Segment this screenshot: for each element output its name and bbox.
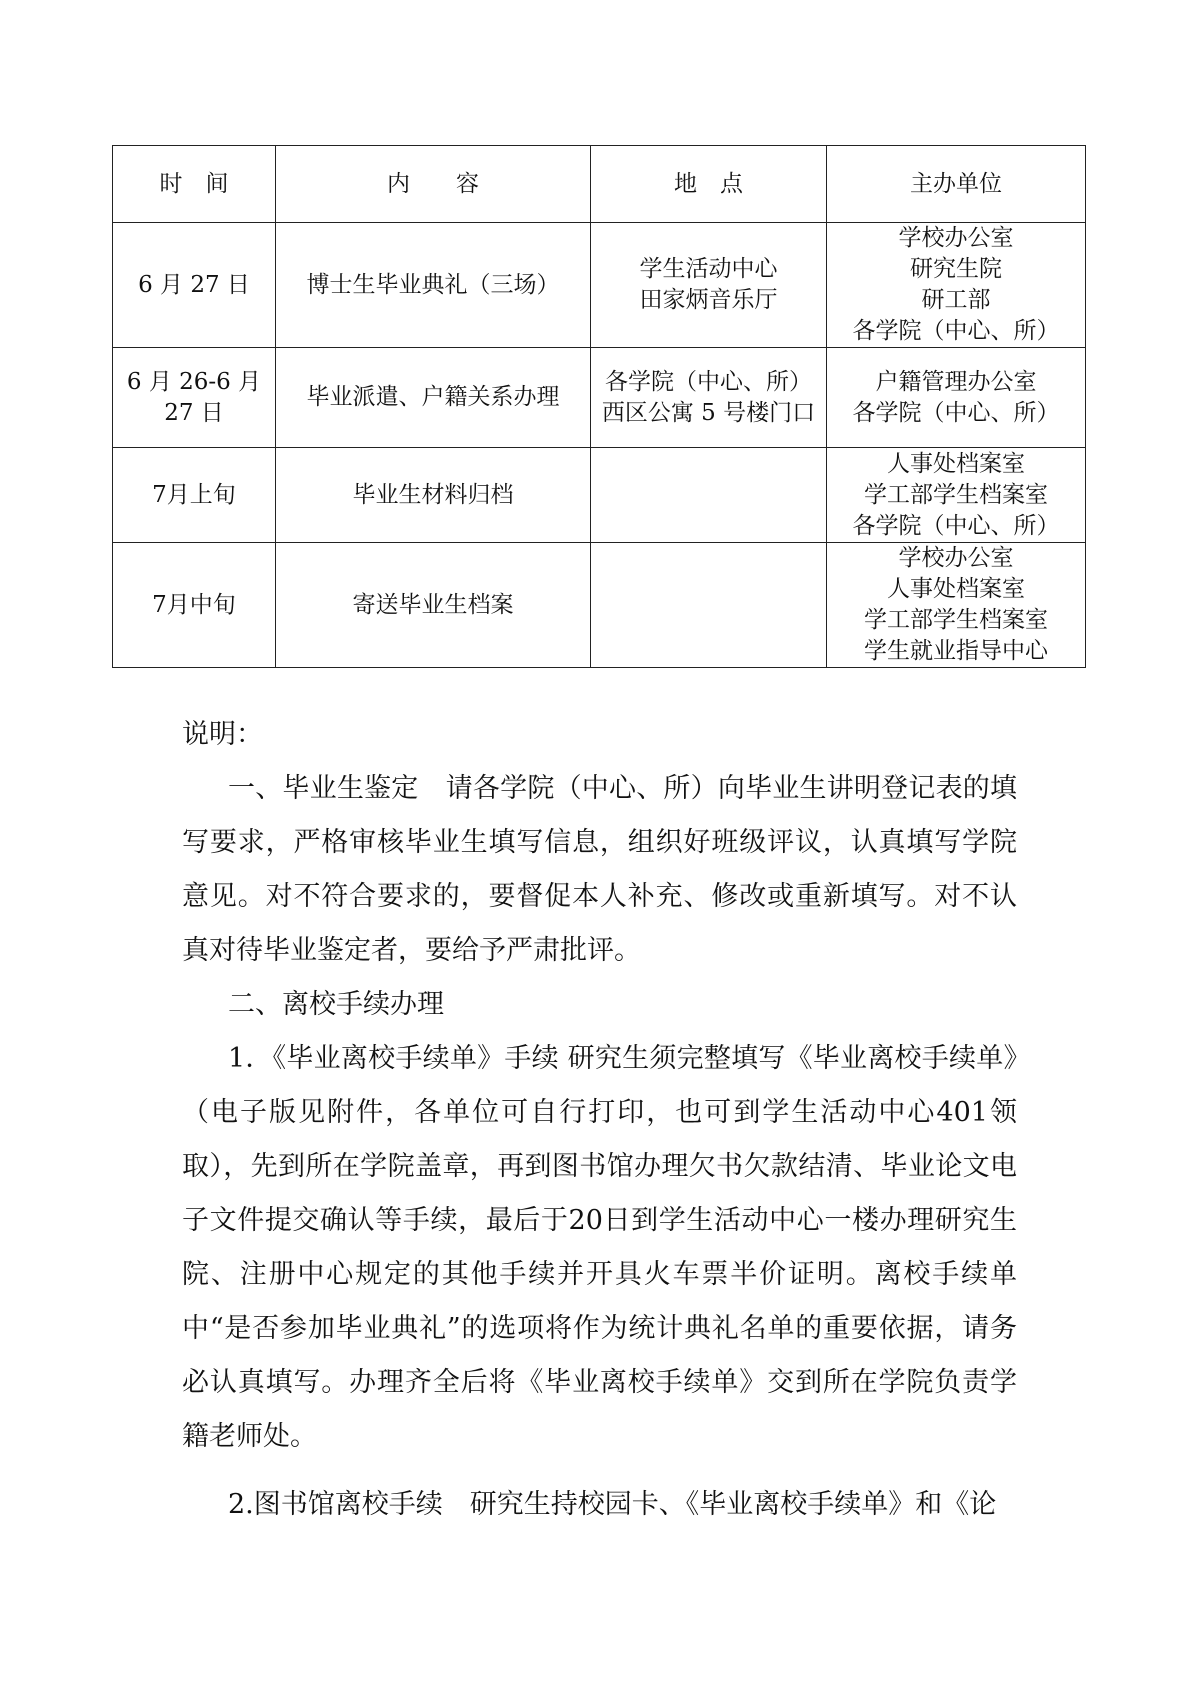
note-leaving-procedures-heading: 二、离校手续办理 xyxy=(228,989,444,1020)
cell-line: 各学院（中心、所） xyxy=(852,512,1060,539)
cell-organizer xyxy=(827,543,1086,668)
note-leaving-form: 1．《毕业离校手续单》手续 研究生须完整填写《毕业离校手续单》（电子版见附件，各单位可自行打印，也可到学生活动中心401领取），先到所在学院盖章，再到图书馆办理欠书欠款结清、毕业论文电子文件提交确认等手续，最后于20日到学生活动中心一楼办理研究生院、注册中心规定的其他手续并开具火车票半价证明。离校手续单中“是否参加毕业典礼”的选项将作为统计典礼名单的重要依据，请务必认真填写。办理齐全后将《毕业离校手续单》交到所在学院负责学籍老师处。 xyxy=(182,1043,1017,1452)
table-row xyxy=(113,543,1086,668)
table-row xyxy=(113,448,1086,543)
cell-line: 各学院（中心、所） xyxy=(852,399,1060,426)
cell-line: 研究生院 xyxy=(910,256,1002,282)
cell-line: 西区公寓 5 号楼门口 xyxy=(601,399,816,426)
cell-content: 寄送毕业生档案 xyxy=(276,543,591,668)
cell-organizer xyxy=(827,348,1086,448)
cell-line: 7月中旬 xyxy=(152,591,236,618)
cell-line: 各学院（中心、所） xyxy=(605,368,812,395)
cell-line: 6 月 27 日 xyxy=(138,271,250,298)
cell-line: 学校办公室 xyxy=(898,545,1014,571)
cell-line: 学校办公室 xyxy=(898,225,1014,251)
cell-time xyxy=(113,448,276,543)
table-header-row xyxy=(113,146,1086,223)
cell-line: 人事处档案室 xyxy=(887,450,1025,477)
schedule-table xyxy=(112,145,1086,668)
cell-line: 研工部 xyxy=(921,287,991,313)
header-organizer: 主办单位 xyxy=(827,146,1086,223)
table-row xyxy=(113,223,1086,348)
cell-line: 学生就业指导中心 xyxy=(864,638,1048,664)
table-row xyxy=(113,348,1086,448)
cell-line: 各学院（中心、所） xyxy=(852,318,1060,344)
cell-line: 学生活动中心 xyxy=(639,256,778,282)
cell-line: 学工部学生档案室 xyxy=(864,607,1048,633)
cell-content: 毕业派遣、户籍关系办理 xyxy=(276,348,591,448)
header-content: 内 容 xyxy=(276,146,591,223)
note-library-procedures: 2.图书馆离校手续 研究生持校园卡、《毕业离校手续单》和《论 xyxy=(228,1489,997,1520)
header-time: 时 间 xyxy=(113,146,276,223)
cell-content: 毕业生材料归档 xyxy=(276,448,591,543)
cell-line: 7月上旬 xyxy=(152,481,236,508)
cell-line: 学工部学生档案室 xyxy=(864,481,1048,508)
note-graduate-appraisal: 一、毕业生鉴定 请各学院（中心、所）向毕业生讲明登记表的填写要求，严格审核毕业生填写信息，组织好班级评议，认真填写学院意见。对不符合要求的，要督促本人补充、修改或重新填写。对不认真对待毕业鉴定者，要给予严肃批评。 xyxy=(182,773,1017,966)
cell-time xyxy=(113,543,276,668)
cell-time xyxy=(113,348,276,448)
cell-place xyxy=(591,223,827,348)
cell-organizer xyxy=(827,448,1086,543)
notes-heading: 说明： xyxy=(182,719,263,750)
cell-line: 户籍管理办公室 xyxy=(875,368,1037,395)
cell-place xyxy=(591,448,827,543)
cell-line: 田家炳音乐厅 xyxy=(639,287,778,313)
cell-line: 6 月 26-6 月 xyxy=(126,368,262,395)
cell-place xyxy=(591,543,827,668)
cell-content: 博士生毕业典礼（三场） xyxy=(276,223,591,348)
cell-place xyxy=(591,348,827,448)
cell-organizer xyxy=(827,223,1086,348)
cell-time xyxy=(113,223,276,348)
cell-line: 27 日 xyxy=(164,399,224,426)
notes-section xyxy=(182,708,1017,1532)
cell-line: 人事处档案室 xyxy=(887,576,1025,602)
header-place: 地 点 xyxy=(591,146,827,223)
